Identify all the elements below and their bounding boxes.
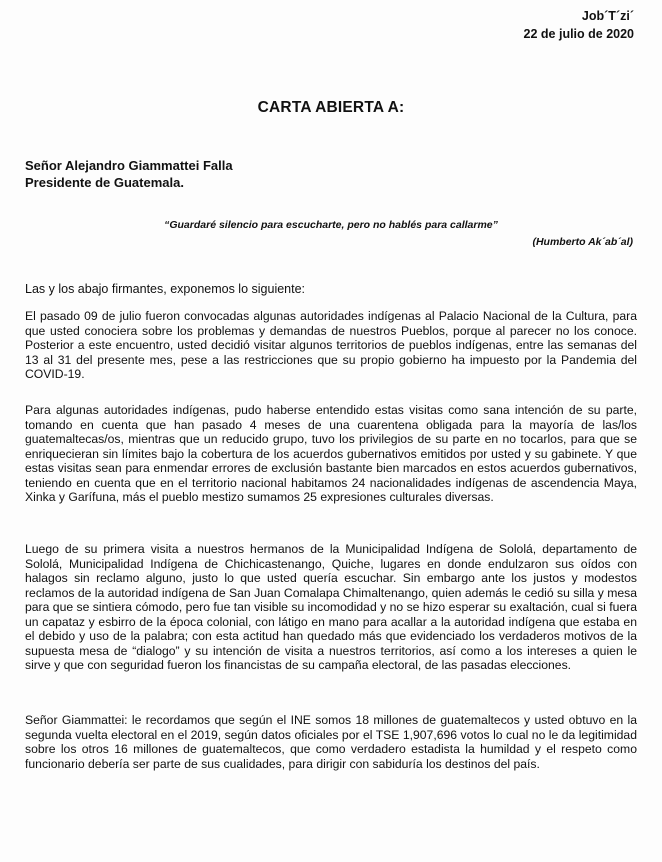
letter-title: CARTA ABIERTA A: xyxy=(257,99,405,116)
addressee-block xyxy=(25,157,233,191)
body-paragraph: Para algunas autoridades indígenas, pudo haberse entendido estas visitas como sana intención de su parte, tomando en cuenta que han pasado 4 meses de una cuarentena obligada para la mayoría de las/los guatemaltecas/os, mientras que un reducido grupo, tuvo los privilegios de su parte en no tocarlos, para que se enriquecieran sin límites bajo la cobertura de los acuerdos gubernativos emitidos por usted y su gabinete. Y que estas visitas sean para enmendar errores de exclusión bastante bien marcados en estos acuerdos gubernativos, teniendo en cuenta que en el territorio nacional habitamos 24 nacionalidades indígenas de ascendencia Maya, Xinka y Garífuna, más el pueblo mestizo sumamos 25 expresiones culturales diversas. xyxy=(25,403,637,504)
letter-place: Job´T´zi´ xyxy=(581,9,634,23)
addressee-role: Presidente de Guatemala. xyxy=(25,175,184,190)
epigraph-quote: “Guardaré silencio para escucharte, pero no hablés para callarme” xyxy=(164,219,498,231)
body-paragraph: El pasado 09 de julio fueron convocadas algunas autoridades indígenas al Palacio Nacional de la Cultura, para que usted conociera sobre los problemas y demandas de nuestros Pueblos, porque al parecer no los conoce. Posterior a este encuentro, usted decidió visitar algunos territorios de pueblos indígenas, entre las semanas del 13 al 31 del presente mes, pese a las restricciones que su propio gobierno ha impuesto por la Pandemia del COVID-19. xyxy=(25,309,637,381)
intro-line: Las y los abajo firmantes, exponemos lo siguiente: xyxy=(25,282,306,296)
letter-date: 22 de julio de 2020 xyxy=(523,27,634,41)
addressee-name: Señor Alejandro Giammattei Falla xyxy=(25,158,233,173)
epigraph-author: (Humberto Ak´ab´al) xyxy=(532,236,633,248)
body-paragraph: Luego de su primera visita a nuestros hermanos de la Municipalidad Indígena de Sololá, departamento de Sololá, Municipalidad Indígena de Chichicastenango, Quiche, lugares en donde endulzaron sus oídos con halagos sin reclamo alguno, justo lo que usted quería escuchar. Sin embargo ante los justos y modestos reclamos de la autoridad indígena de San Juan Comalapa Chimaltenango, quien además le cedió su silla y mesa para que se sintiera cómodo, pero fue tan visible su incomodidad y no se hizo esperar su exaltación, cual si fuera un capataz y esbirro de la época colonial, con látigo en mano para acallar a la autoridad indígena que estaba en el debido y uso de la palabra; con esta actitud han quedado más que evidenciado los verdaderos motivos de la supuesta mesa de “dialogo” y su intención de visita a nuestros territorios, así como a los intereses a quien le sirve y que con seguridad fueron los financistas de su campaña electoral, de las pasadas elecciones. xyxy=(25,542,637,672)
body-paragraph: Señor Giammattei: le recordamos que según el INE somos 18 millones de guatemaltecos y usted obtuvo en la segunda vuelta electoral en el 2019, según datos oficiales por el TSE 1,907,696 votos lo cual no le da legitimidad sobre los otros 16 millones de guatemaltecos, que como verdadero estadista la humildad y el respeto como funcionario debería ser parte de sus cualidades, para dirigir con sabiduría los destinos del país. xyxy=(25,713,637,771)
